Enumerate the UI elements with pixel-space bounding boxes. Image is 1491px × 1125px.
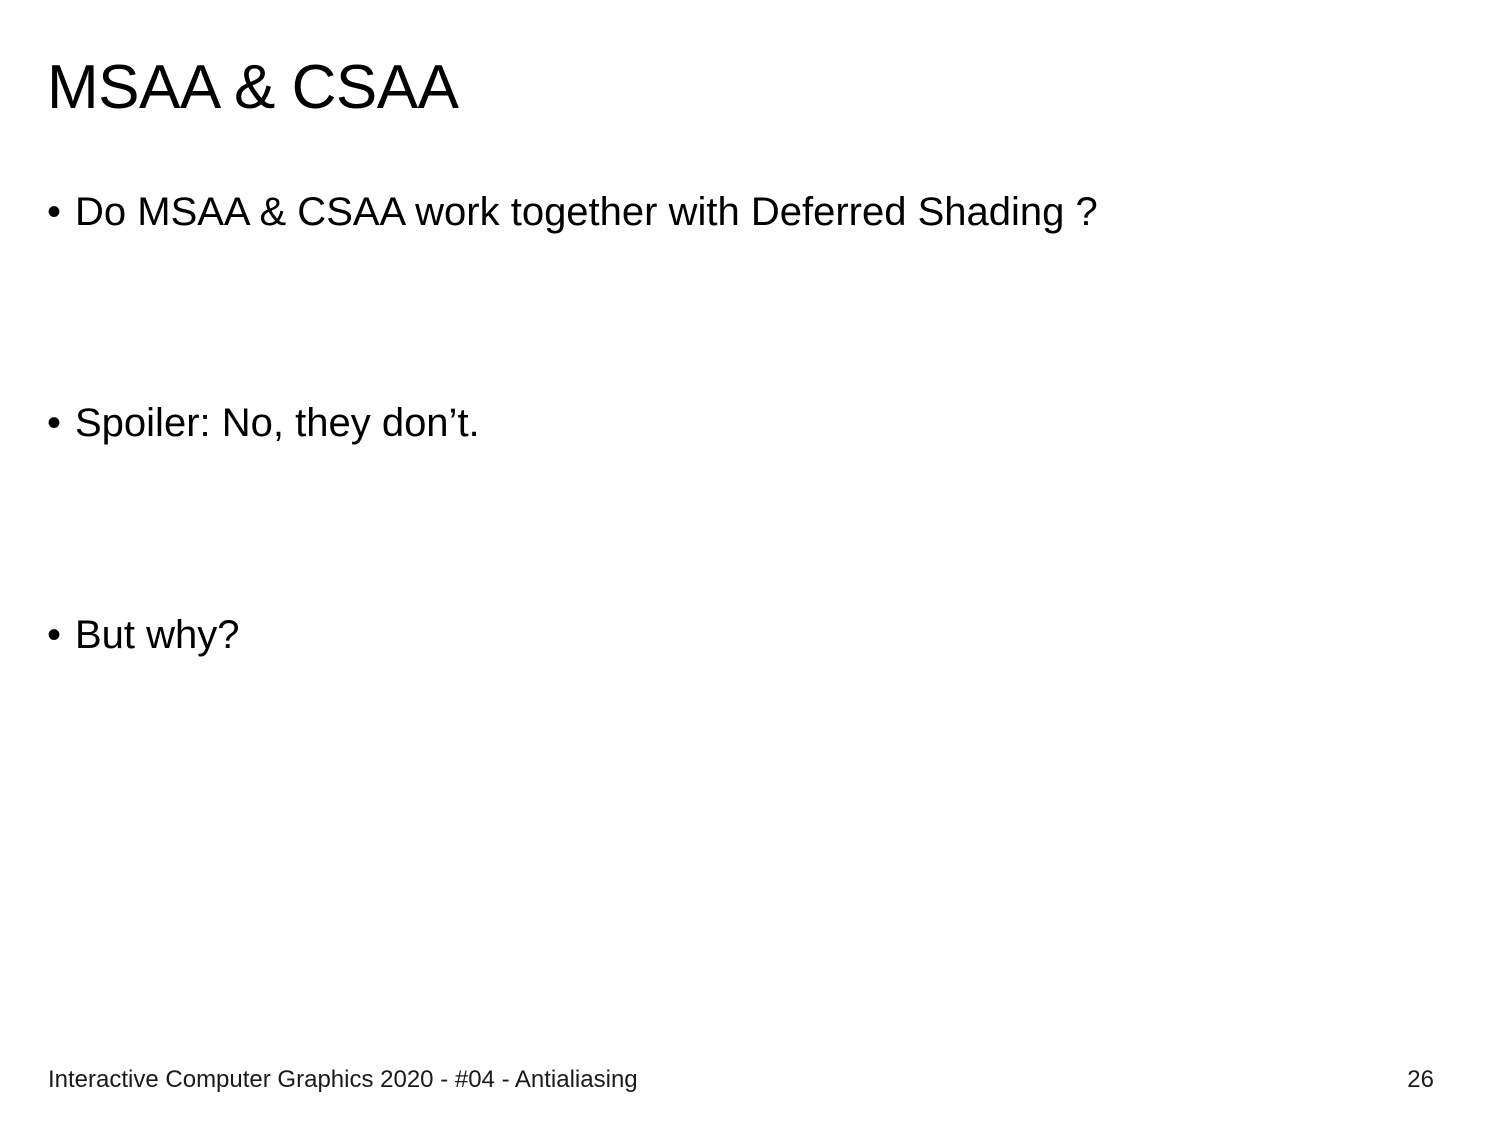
page-number: 26	[1407, 1066, 1434, 1093]
bullet-marker: •	[47, 613, 62, 657]
bullet-text: Spoiler: No, they don’t.	[75, 401, 480, 445]
bullet-item	[47, 397, 480, 449]
bullet-text: But why?	[75, 613, 240, 657]
bullet-item	[47, 609, 240, 661]
bullet-marker: •	[47, 190, 62, 234]
slide-title: MSAA & CSAA	[47, 53, 459, 122]
bullet-marker: •	[47, 401, 62, 445]
bullet-text: Do MSAA & CSAA work together with Deferred Shading ?	[75, 190, 1098, 234]
bullet-item	[47, 186, 1098, 238]
footer-course-label: Interactive Computer Graphics 2020 - #04 - Antialiasing	[48, 1066, 638, 1093]
